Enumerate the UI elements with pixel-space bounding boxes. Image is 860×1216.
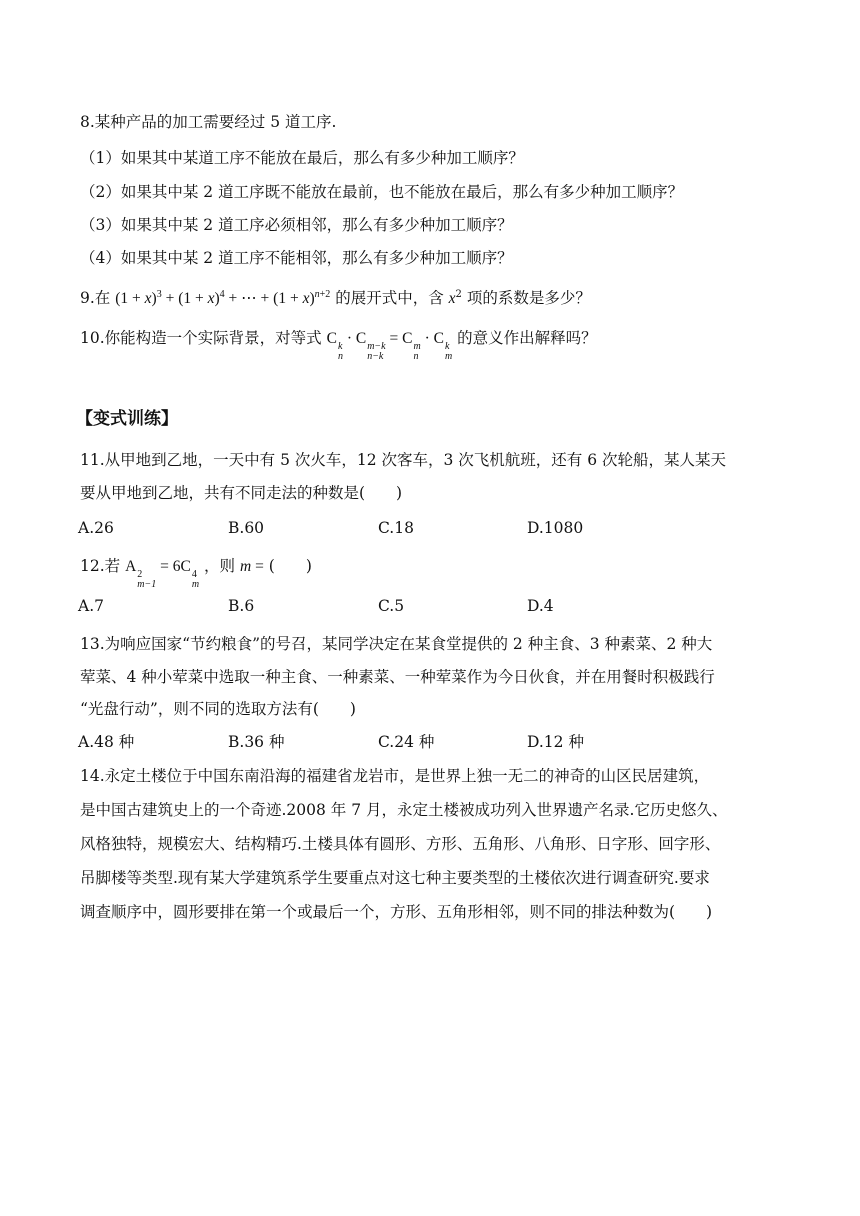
q12-option-c: C.5	[378, 597, 405, 615]
q9-prefix: 9.在	[80, 289, 111, 307]
q9-suffix: 项的系数是多少？	[466, 289, 591, 307]
q12-variable: m	[240, 558, 252, 575]
q13-option-c: C.24 种	[378, 733, 435, 751]
q12-option-a: A.7	[78, 597, 104, 615]
q14-line5: 调查顺序中，圆形要排在第一个或最后一个，方形、五角形相邻，则不同的排法种数为( )	[80, 903, 713, 921]
q13-line1: 13.为响应国家“节约粮食”的号召，某同学决定在某食堂提供的 2 种主食、3 种素菜、2 种大	[80, 635, 713, 653]
q12-option-d: D.4	[527, 597, 554, 615]
q13-option-a: A.48 种	[78, 733, 135, 751]
q12-option-b: B.6	[228, 597, 255, 615]
q11-option-b: B.60	[228, 519, 265, 537]
q14-line4: 吊脚楼等类型.现有某大学建筑系学生要重点对这七种主要类型的土楼依次进行调查研究.要求	[80, 869, 710, 887]
q9-formula: $(1 + x)^3 + (1 + x)^4$ + ⋯ + $(1 + x)^{n+2}$	[115, 289, 331, 307]
q13-line3: “光盘行动”，则不同的选取方法有( )	[80, 700, 356, 718]
q12-equation: A 2 m−1 = 6C 4 m	[125, 558, 200, 590]
q13-line2: 荤菜、4 种小荤菜中选取一种主食、一种素菜、一种荤菜作为今日伙食，并在用餐时积极践行	[80, 668, 715, 686]
q14-line3: 风格独特，规模宏大、结构精巧.土楼具体有圆形、方形、五角形、八角形、日字形、回字形、	[80, 835, 721, 853]
q10-prefix: 10.你能构造一个实际背景，对等式	[80, 329, 322, 347]
q13-option-d: D.12 种	[527, 733, 584, 751]
q8-stem: 8.某种产品的加工需要经过 5 道工序.	[80, 113, 337, 131]
section-title: 【变式训练】	[76, 409, 178, 429]
q14-line1: 14.永定土楼位于中国东南沿海的福建省龙岩市，是世界上独一无二的神奇的山区民居建筑，	[80, 767, 710, 785]
q8-part3: （3）如果其中某 2 道工序必须相邻，那么有多少种加工顺序？	[80, 216, 513, 234]
q10	[80, 328, 597, 362]
q11-option-c: C.18	[378, 519, 414, 537]
q8-part4: （4）如果其中某 2 道工序不能相邻，那么有多少种加工顺序？	[80, 249, 513, 267]
q8-part2: （2）如果其中某 2 道工序既不能放在最前，也不能放在最后，那么有多少种加工顺序？	[80, 183, 684, 201]
q9-middle: 的展开式中，含	[335, 289, 444, 307]
q14-line2: 是中国古建筑史上的一个奇迹.2008 年 7 月，永定土楼被成功列入世界遗产名录.它历史悠久、	[80, 801, 728, 819]
q13-option-b: B.36 种	[228, 733, 285, 751]
q12: 12.若 A 2 m−1 = 6C 4 m ，则 m = ( )	[80, 557, 312, 590]
q12-suffix: ( )	[268, 557, 312, 575]
q11-option-a: A.26	[78, 519, 114, 537]
q9-term: x	[448, 290, 456, 307]
q11-line1: 11.从甲地到乙地，一天中有 5 次火车，12 次客车，3 次飞机航班，还有 6 次轮船，某人某天	[80, 451, 727, 469]
q9: 9.在 $(1 + x)^3 + (1 + x)^4$ + ⋯ + $(1 + x)^{n+2}$ 的展开式中，含 $x^2$ 项的系数是多少？	[80, 289, 591, 307]
q10-suffix: 的意义作出解释吗？	[457, 329, 597, 347]
q12-prefix: 12.若	[80, 557, 121, 575]
q12-middle: ，则	[204, 557, 236, 575]
q11-line2: 要从甲地到乙地，共有不同走法的种数是( )	[80, 484, 403, 502]
q8-part1: （1）如果其中某道工序不能放在最后，那么有多少种加工顺序？	[80, 149, 524, 167]
q11-option-d: D.1080	[527, 519, 584, 537]
q10-identity: C k n · C m−k n−k = C m n · C k m	[326, 330, 453, 362]
